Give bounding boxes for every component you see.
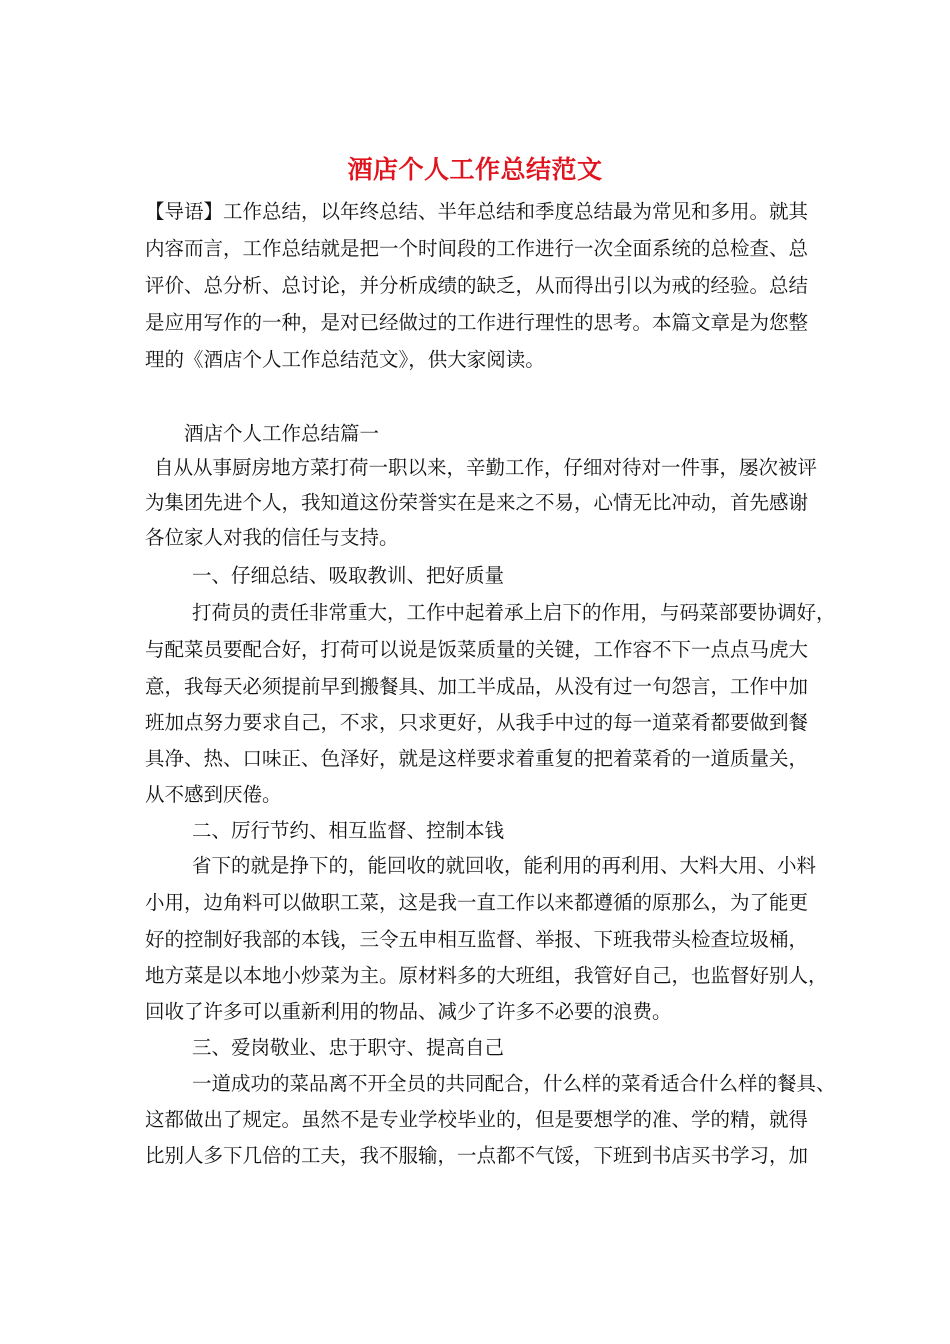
- subheading-2: 二、厉行节约、相互监督、控制本钱: [192, 819, 505, 842]
- opening-line: 为集团先进个人，我知道这份荣誉实在是来之不易，心情无比冲动，首先感谢: [145, 491, 809, 514]
- paragraph-1-line: 与配菜员要配合好，打荷可以说是饭菜质量的关键，工作容不下一点点马虎大: [145, 638, 809, 661]
- paragraph-2-line: 好的控制好我部的本钱，三令五申相互监督、举报、下班我带头检查垃圾桶，: [145, 928, 809, 951]
- intro-line: 是应用写作的一种，是对已经做过的工作进行理性的思考。本篇文章是为您整: [145, 311, 809, 334]
- paragraph-1-line: 具净、热、口味正、色泽好，就是这样要求着重复的把着菜肴的一道质量关，: [145, 747, 809, 770]
- subheading-3: 三、爱岗敬业、忠于职守、提高自己: [192, 1036, 505, 1059]
- paragraph-3-line: 比别人多下几倍的工夫，我不服输，一点都不气馁，下班到书店买书学习，加: [145, 1144, 809, 1167]
- paragraph-3-line: 一道成功的菜品离不开全员的共同配合，什么样的菜肴适合什么样的餐具、: [192, 1072, 836, 1095]
- paragraph-2-line: 回收了许多可以重新利用的物品、减少了许多不必要的浪费。: [145, 1000, 672, 1023]
- intro-line: 【导语】工作总结，以年终总结、半年总结和季度总结最为常见和多用。就其: [145, 200, 809, 223]
- opening-line: 自从从事厨房地方菜打荷一职以来，辛勤工作，仔细对待对一件事，屡次被评: [154, 456, 818, 479]
- paragraph-2-line: 省下的就是挣下的，能回收的就回收，能利用的再利用、大料大用、小料: [192, 854, 817, 877]
- section-heading: 酒店个人工作总结篇一: [184, 422, 380, 445]
- subheading-1: 一、仔细总结、吸取教训、把好质量: [192, 564, 505, 587]
- paragraph-1-line: 从不感到厌倦。: [145, 783, 282, 806]
- intro-line: 评价、总分析、总讨论，并分析成绩的缺乏，从而得出引以为戒的经验。总结: [145, 274, 809, 297]
- opening-line: 各位家人对我的信任与支持。: [145, 526, 399, 549]
- intro-line: 理的《酒店个人工作总结范文》，供大家阅读。: [145, 348, 545, 371]
- paragraph-1-line: 意，我每天必须提前早到搬餐具、加工半成品，从没有过一句怨言，工作中加: [145, 675, 809, 698]
- paragraph-1-line: 班加点努力要求自己，不求，只求更好，从我手中过的每一道菜肴都要做到餐: [145, 711, 809, 734]
- paragraph-3-line: 这都做出了规定。虽然不是专业学校毕业的，但是要想学的准、学的精，就得: [145, 1108, 809, 1131]
- document-title: 酒店个人工作总结范文: [347, 155, 603, 184]
- intro-line: 内容而言，工作总结就是把一个时间段的工作进行一次全面系统的总检查、总: [145, 237, 809, 260]
- paragraph-2-line: 小用，边角料可以做职工菜，这是我一直工作以来都遵循的原那么，为了能更: [145, 891, 809, 914]
- paragraph-2-line: 地方菜是以本地小炒菜为主。原材料多的大班组，我管好自己，也监督好别人，: [145, 964, 828, 987]
- paragraph-1-line: 打荷员的责任非常重大，工作中起着承上启下的作用，与码菜部要协调好，: [192, 601, 836, 624]
